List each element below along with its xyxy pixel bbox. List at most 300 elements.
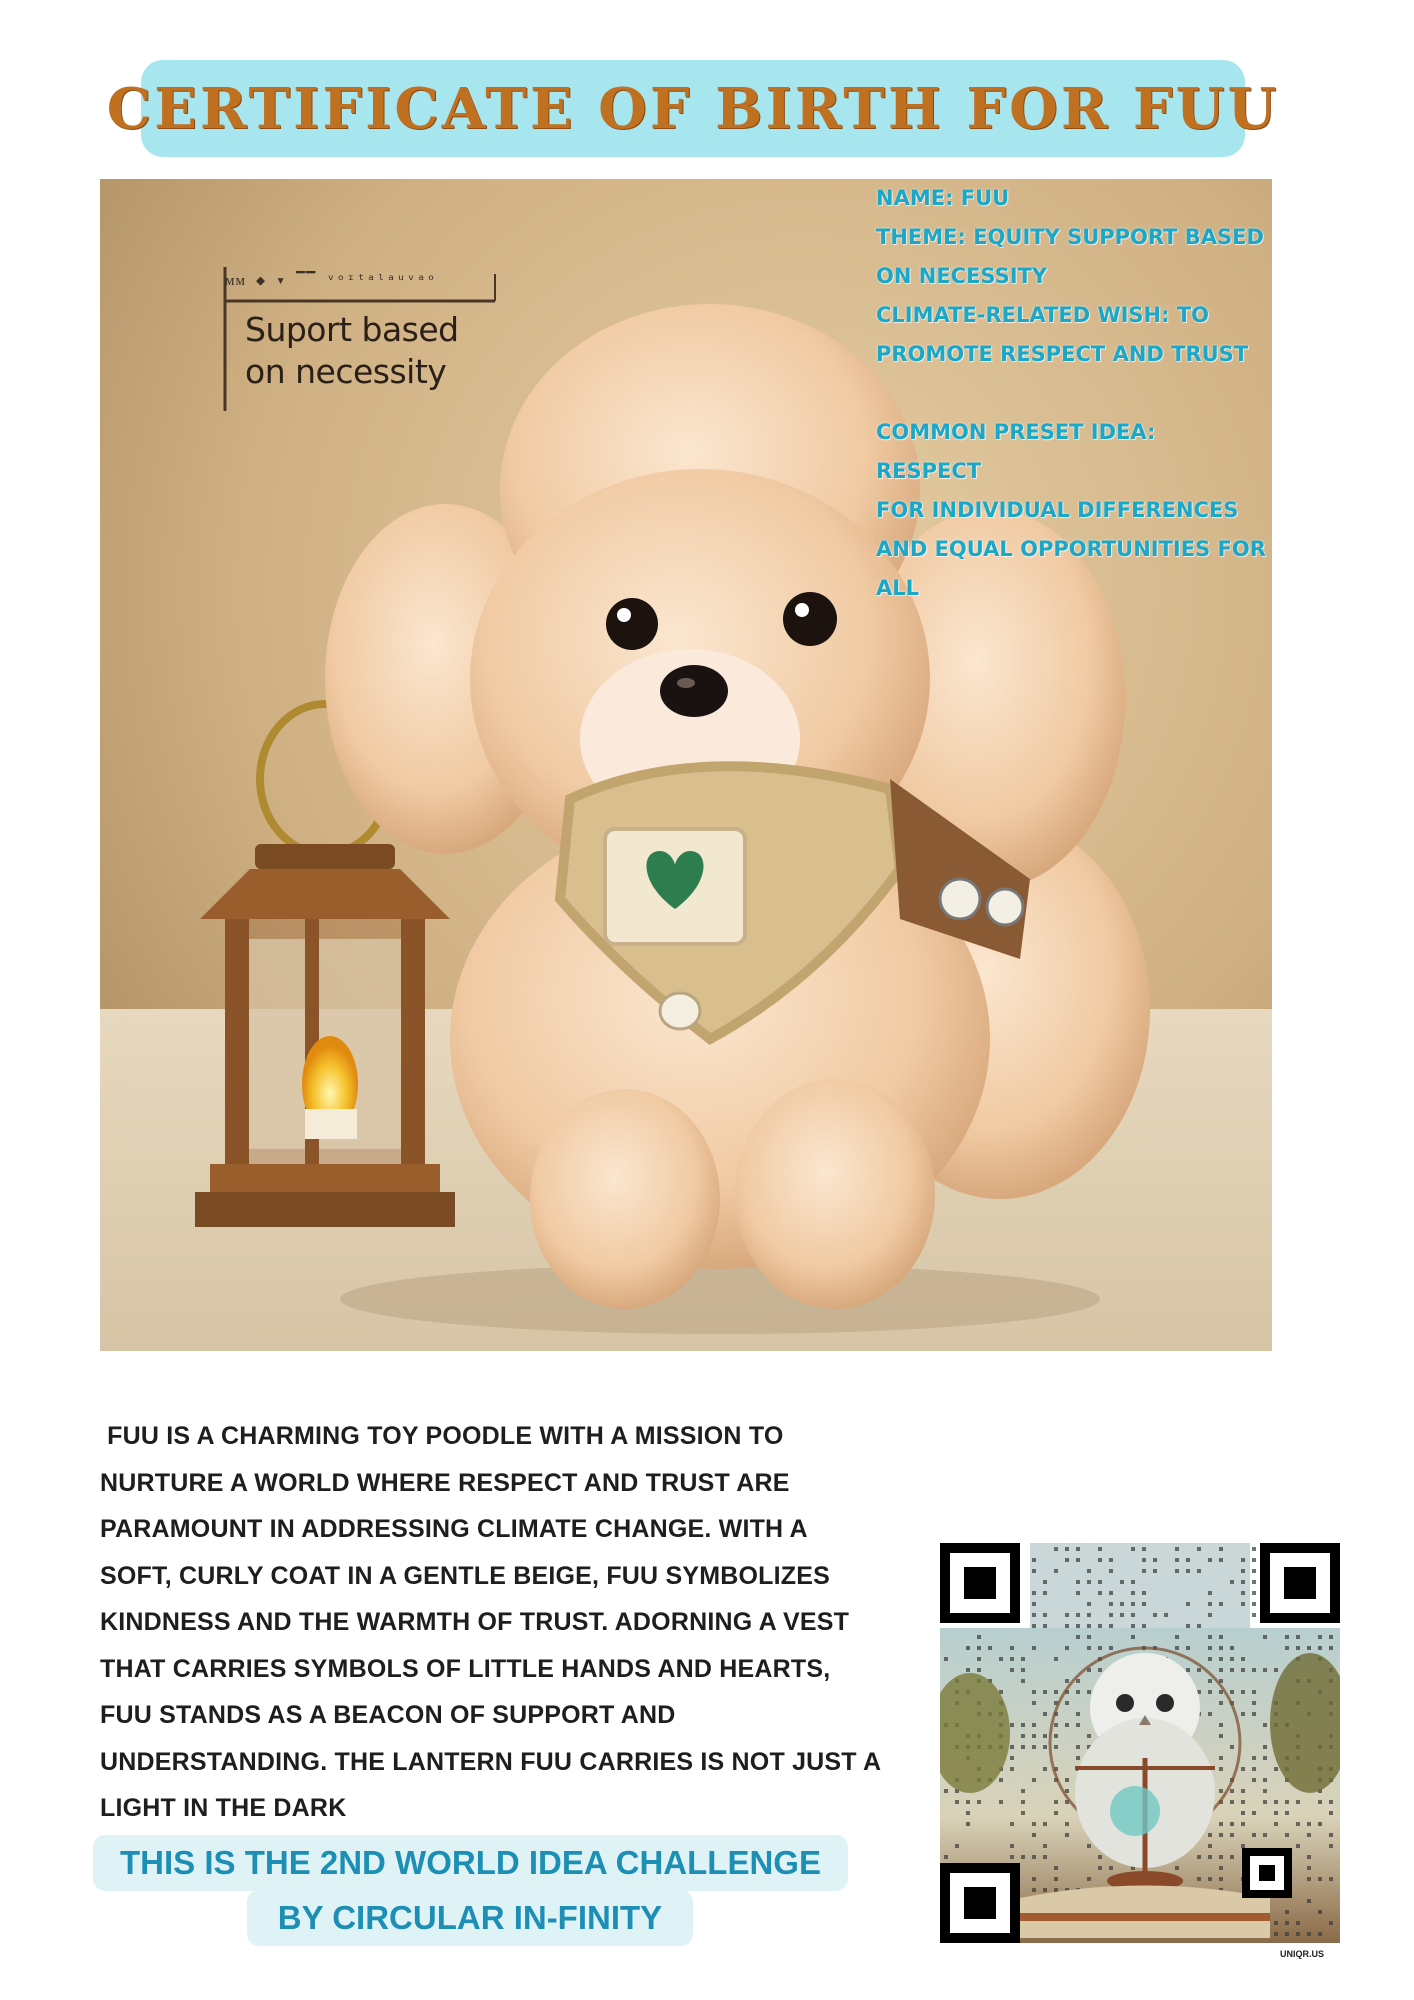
qr-module (1219, 1866, 1223, 1870)
qr-module (1230, 1789, 1234, 1793)
qr-module (1142, 1602, 1146, 1606)
qr-module (988, 1646, 992, 1650)
qr-module (1263, 1800, 1267, 1804)
qr-module (1219, 1558, 1223, 1562)
qr-module (1296, 1646, 1300, 1650)
qr-module (1296, 1932, 1300, 1936)
qr-module (1120, 1613, 1124, 1617)
qr-module (1054, 1734, 1058, 1738)
qr-module (1186, 1646, 1190, 1650)
qr-module (1197, 1624, 1201, 1628)
qr-module (1175, 1569, 1179, 1573)
qr-module (1263, 1723, 1267, 1727)
qr-module (1208, 1844, 1212, 1848)
qr-module (955, 1844, 959, 1848)
qr-module (1010, 1855, 1014, 1859)
qr-module (1043, 1767, 1047, 1771)
qr-module (1043, 1591, 1047, 1595)
qr-module (1087, 1690, 1091, 1694)
qr-module (1021, 1723, 1025, 1727)
qr-module (1175, 1558, 1179, 1562)
qr-module (1230, 1657, 1234, 1661)
qr-module (1032, 1591, 1036, 1595)
qr-module (1065, 1558, 1069, 1562)
qr-module (1043, 1734, 1047, 1738)
qr-module (1032, 1888, 1036, 1892)
qr-module (1032, 1822, 1036, 1826)
qr-module (1120, 1602, 1124, 1606)
qr-module (1241, 1558, 1245, 1562)
qr-module (1076, 1624, 1080, 1628)
qr-module (1087, 1844, 1091, 1848)
qr-module (1263, 1745, 1267, 1749)
qr-module (1219, 1657, 1223, 1661)
qr-module (1241, 1844, 1245, 1848)
qr-module (1065, 1624, 1069, 1628)
qr-module (1054, 1690, 1058, 1694)
qr-module (1219, 1723, 1223, 1727)
qr-module (1219, 1855, 1223, 1859)
qr-module (1043, 1624, 1047, 1628)
qr-module (1076, 1723, 1080, 1727)
qr-module (1329, 1877, 1333, 1881)
qr-module (1054, 1547, 1058, 1551)
qr-module (966, 1800, 970, 1804)
qr-module (1043, 1613, 1047, 1617)
qr-module (1241, 1800, 1245, 1804)
qr-module (1241, 1668, 1245, 1672)
qr-module (1285, 1800, 1289, 1804)
qr-module (1153, 1569, 1157, 1573)
qr-module (1263, 1833, 1267, 1837)
qr-module (1054, 1888, 1058, 1892)
description-line: UNDERSTANDING. THE LANTERN FUU CARRIES IS NOT JUST A (100, 1747, 882, 1776)
qr-module (1131, 1602, 1135, 1606)
qr-module (1109, 1646, 1113, 1650)
qr-module (1307, 1833, 1311, 1837)
qr-module (1219, 1756, 1223, 1760)
info-theme-1: THEME: EQUITY SUPPORT BASED (876, 225, 1264, 249)
qr-module (1263, 1756, 1267, 1760)
qr-module (966, 1646, 970, 1650)
qr-module (1043, 1855, 1047, 1859)
qr-module (1175, 1547, 1179, 1551)
qr-module (1054, 1800, 1058, 1804)
qr-module (1065, 1547, 1069, 1551)
qr-module (1219, 1602, 1223, 1606)
qr-module (1021, 1855, 1025, 1859)
qr-module (1087, 1734, 1091, 1738)
qr-module (1230, 1745, 1234, 1749)
qr-module (1054, 1811, 1058, 1815)
qr-module (1032, 1745, 1036, 1749)
qr-module (1109, 1569, 1113, 1573)
qr-module (1208, 1646, 1212, 1650)
qr-module (1230, 1800, 1234, 1804)
qr-module (1109, 1558, 1113, 1562)
qr-module (1032, 1646, 1036, 1650)
qr-module (1318, 1800, 1322, 1804)
qr-module (1307, 1855, 1311, 1859)
qr-module (1241, 1712, 1245, 1716)
qr-module (1197, 1855, 1201, 1859)
qr-module (1307, 1646, 1311, 1650)
qr-module (1043, 1844, 1047, 1848)
qr-module (1032, 1877, 1036, 1881)
info-idea-4: ALL (876, 576, 920, 600)
qr-module (1318, 1646, 1322, 1650)
qr-module (1307, 1899, 1311, 1903)
qr-module (1329, 1844, 1333, 1848)
qr-module (1329, 1800, 1333, 1804)
qr-module (1219, 1877, 1223, 1881)
qr-module (1274, 1800, 1278, 1804)
qr-module (1318, 1822, 1322, 1826)
qr-module (966, 1822, 970, 1826)
qr-module (1241, 1690, 1245, 1694)
qr-module (1219, 1822, 1223, 1826)
qr-module (1032, 1833, 1036, 1837)
qr-module (1076, 1679, 1080, 1683)
qr-module (1274, 1932, 1278, 1936)
qr-module (1065, 1833, 1069, 1837)
info-idea-1: COMMON PRESET IDEA: RESPECT (876, 420, 1156, 483)
qr-module (1054, 1723, 1058, 1727)
qr-module (1296, 1800, 1300, 1804)
qr-module (1252, 1778, 1256, 1782)
qr-module (1098, 1558, 1102, 1562)
qr-module (1329, 1833, 1333, 1837)
qr-module (1076, 1591, 1080, 1595)
qr-module (944, 1789, 948, 1793)
qr-module (1043, 1580, 1047, 1584)
qr-module (1131, 1613, 1135, 1617)
qr-module (1230, 1580, 1234, 1584)
qr-module (1329, 1635, 1333, 1639)
qr-module (1252, 1756, 1256, 1760)
qr-module (1065, 1822, 1069, 1826)
description-paragraph (100, 1413, 930, 1832)
qr-module (1252, 1569, 1256, 1573)
qr-module (1186, 1668, 1190, 1672)
qr-module (1274, 1767, 1278, 1771)
qr-module (1142, 1569, 1146, 1573)
qr-module (1252, 1701, 1256, 1705)
qr-module (1208, 1591, 1212, 1595)
qr-module (1186, 1602, 1190, 1606)
qr-module (1043, 1822, 1047, 1826)
qr-module (1076, 1613, 1080, 1617)
qr-module (1131, 1635, 1135, 1639)
qr-module (1197, 1877, 1201, 1881)
qr-code-graphic (940, 1543, 1340, 1943)
qr-module (1219, 1635, 1223, 1639)
qr-module (1208, 1613, 1212, 1617)
qr-module (1285, 1932, 1289, 1936)
qr-module (1219, 1833, 1223, 1837)
qr-module (977, 1635, 981, 1639)
qr-module (1241, 1657, 1245, 1661)
qr-module (1285, 1833, 1289, 1837)
qr-module (1208, 1657, 1212, 1661)
qr-module (1329, 1646, 1333, 1650)
qr-module (1131, 1591, 1135, 1595)
qr-module (1252, 1547, 1256, 1551)
qr-module (1087, 1580, 1091, 1584)
qr-module (1230, 1855, 1234, 1859)
qr-module (1032, 1624, 1036, 1628)
qr-module (1208, 1635, 1212, 1639)
qr-module (1098, 1646, 1102, 1650)
qr-module (1021, 1668, 1025, 1672)
qr-module (1043, 1690, 1047, 1694)
title-banner (106, 60, 1280, 157)
sign-line-2: on necessity (245, 352, 447, 391)
qr-module (1252, 1712, 1256, 1716)
qr-module (1098, 1855, 1102, 1859)
qr-module (1197, 1668, 1201, 1672)
qr-module (1087, 1613, 1091, 1617)
qr-module (1175, 1635, 1179, 1639)
challenge-banner-line-2: BY CIRCULAR IN-FINITY (247, 1890, 693, 1946)
qr-module (1153, 1558, 1157, 1562)
qr-module (955, 1800, 959, 1804)
qr-module (1043, 1888, 1047, 1892)
qr-module (1010, 1822, 1014, 1826)
qr-module (1197, 1569, 1201, 1573)
qr-module (1219, 1767, 1223, 1771)
qr-module (1131, 1547, 1135, 1551)
qr-module (1263, 1778, 1267, 1782)
description-line: FUU STANDS AS A BEACON OF SUPPORT AND (100, 1701, 676, 1729)
info-idea-3: AND EQUAL OPPORTUNITIES FOR (876, 537, 1266, 561)
qr-module (1252, 1690, 1256, 1694)
qr-module (1208, 1679, 1212, 1683)
qr-module (1032, 1602, 1036, 1606)
qr-module (1241, 1822, 1245, 1826)
qr-module (1142, 1558, 1146, 1562)
qr-module (1274, 1921, 1278, 1925)
description-line: THAT CARRIES SYMBOLS OF LITTLE HANDS AND HEARTS, (100, 1654, 831, 1683)
qr-caption: UNIQR.US (1280, 1949, 1325, 1959)
qr-module (1164, 1613, 1168, 1617)
description-line: PARAMOUNT IN ADDRESSING CLIMATE CHANGE. WITH A (100, 1515, 808, 1543)
qr-module (1208, 1558, 1212, 1562)
qr-module (1307, 1932, 1311, 1936)
qr-module (1010, 1844, 1014, 1848)
qr-module (1296, 1921, 1300, 1925)
qr-module (1021, 1657, 1025, 1661)
qr-module (1208, 1690, 1212, 1694)
sign-scribble: ᴍᴍ ◆ ▾ ▔▔ ᵛᵒᶦᵗᵃˡᵃᵘᵛᵃᵒ (225, 271, 437, 289)
qr-module (1098, 1547, 1102, 1551)
qr-module (1219, 1701, 1223, 1705)
qr-module (1208, 1602, 1212, 1606)
qr-module (1109, 1613, 1113, 1617)
qr-module (1076, 1580, 1080, 1584)
qr-module (977, 1657, 981, 1661)
qr-module (1076, 1635, 1080, 1639)
qr-module (1219, 1646, 1223, 1650)
qr-module (1076, 1558, 1080, 1562)
qr-module (1054, 1866, 1058, 1870)
info-theme-2: ON NECESSITY (876, 264, 1048, 288)
qr-module (1032, 1701, 1036, 1705)
qr-module (977, 1646, 981, 1650)
poodle-photo (100, 179, 1272, 1351)
qr-module (1241, 1811, 1245, 1815)
qr-module (1318, 1932, 1322, 1936)
qr-module (1021, 1789, 1025, 1793)
qr-module (966, 1811, 970, 1815)
qr-module (1263, 1635, 1267, 1639)
qr-module (1098, 1668, 1102, 1672)
birth-info (876, 179, 1266, 608)
qr-module (1043, 1712, 1047, 1716)
qr-module (1010, 1723, 1014, 1727)
qr-module (1054, 1745, 1058, 1749)
qr-module (1285, 1646, 1289, 1650)
qr-module (944, 1855, 948, 1859)
qr-module (1230, 1690, 1234, 1694)
qr-module (1219, 1789, 1223, 1793)
qr-module (1318, 1635, 1322, 1639)
qr-module (1087, 1624, 1091, 1628)
challenge-banner-line-1: THIS IS THE 2ND WORLD IDEA CHALLENGE (93, 1835, 848, 1891)
qr-module (1307, 1866, 1311, 1870)
qr-module (1142, 1591, 1146, 1595)
qr-module (1186, 1558, 1190, 1562)
qr-module (1065, 1701, 1069, 1705)
qr-module (1285, 1910, 1289, 1914)
qr-module (1296, 1844, 1300, 1848)
qr-module (1241, 1569, 1245, 1573)
qr-module (1076, 1756, 1080, 1760)
qr-module (966, 1668, 970, 1672)
qr-module (1252, 1558, 1256, 1562)
qr-module (1318, 1877, 1322, 1881)
qr-module (1318, 1910, 1322, 1914)
info-wish-2: PROMOTE RESPECT AND TRUST (876, 342, 1249, 366)
qr-module (1131, 1624, 1135, 1628)
qr-module (1263, 1668, 1267, 1672)
qr-module (1120, 1580, 1124, 1584)
page-title: CERTIFICATE OF BIRTH FOR FUU (106, 75, 1280, 142)
qr-module (1098, 1580, 1102, 1584)
qr-module (1010, 1668, 1014, 1672)
qr-module (1252, 1602, 1256, 1606)
sign-label (245, 309, 459, 393)
qr-module (999, 1778, 1003, 1782)
qr-module (1087, 1635, 1091, 1639)
qr-module (1032, 1690, 1036, 1694)
qr-module (1208, 1712, 1212, 1716)
qr-module (1142, 1624, 1146, 1628)
qr-module (1307, 1822, 1311, 1826)
qr-module (1208, 1833, 1212, 1837)
qr-module (1098, 1866, 1102, 1870)
description-line: FUU IS A CHARMING TOY POODLE WITH A MISSION TO (100, 1422, 784, 1450)
qr-module (1230, 1822, 1234, 1826)
qr-module (1329, 1811, 1333, 1815)
qr-code[interactable] (940, 1543, 1340, 1943)
qr-module (999, 1657, 1003, 1661)
info-spacer (876, 374, 1266, 413)
qr-module (977, 1800, 981, 1804)
qr-module (1241, 1591, 1245, 1595)
qr-module (1087, 1646, 1091, 1650)
qr-module (1109, 1624, 1113, 1628)
qr-module (1021, 1811, 1025, 1815)
description-line: KINDNESS AND THE WARMTH OF TRUST. ADORNING A VEST (100, 1608, 850, 1636)
qr-module (1252, 1580, 1256, 1584)
qr-module (1065, 1778, 1069, 1782)
qr-module (1032, 1855, 1036, 1859)
qr-module (1032, 1558, 1036, 1562)
qr-module (1175, 1646, 1179, 1650)
qr-module (1032, 1613, 1036, 1617)
info-name: NAME: FUU (876, 186, 1010, 210)
qr-module (1109, 1602, 1113, 1606)
qr-module (1208, 1877, 1212, 1881)
qr-module (1252, 1811, 1256, 1815)
qr-module (1241, 1789, 1245, 1793)
qr-module (1186, 1569, 1190, 1573)
qr-module (1065, 1646, 1069, 1650)
qr-module (1285, 1635, 1289, 1639)
qr-module (1241, 1580, 1245, 1584)
qr-module (1230, 1646, 1234, 1650)
qr-module (1021, 1800, 1025, 1804)
qr-module (1219, 1690, 1223, 1694)
qr-module (1274, 1822, 1278, 1826)
qr-module (1021, 1745, 1025, 1749)
qr-module (1087, 1569, 1091, 1573)
qr-module (1131, 1580, 1135, 1584)
qr-module (1043, 1745, 1047, 1749)
qr-module (1032, 1723, 1036, 1727)
qr-module (1263, 1789, 1267, 1793)
qr-module (1076, 1690, 1080, 1694)
qr-module (1032, 1734, 1036, 1738)
qr-module (1252, 1767, 1256, 1771)
qr-module (1296, 1635, 1300, 1639)
description-line: SOFT, CURLY COAT IN A GENTLE BEIGE, FUU SYMBOLIZES (100, 1561, 830, 1590)
qr-module (944, 1657, 948, 1661)
qr-module (1153, 1613, 1157, 1617)
qr-module (1219, 1547, 1223, 1551)
qr-module (1230, 1833, 1234, 1837)
qr-module (1076, 1547, 1080, 1551)
info-wish-1: CLIMATE-RELATED WISH: TO (876, 303, 1210, 327)
qr-module (1087, 1602, 1091, 1606)
qr-module (1285, 1921, 1289, 1925)
qr-module (1252, 1613, 1256, 1617)
qr-module (999, 1800, 1003, 1804)
qr-module (1021, 1734, 1025, 1738)
qr-module (1098, 1624, 1102, 1628)
info-idea-2: FOR INDIVIDUAL DIFFERENCES (876, 498, 1239, 522)
qr-module (1109, 1866, 1113, 1870)
qr-module (1219, 1734, 1223, 1738)
qr-module (1252, 1833, 1256, 1837)
qr-module (1021, 1679, 1025, 1683)
qr-module (1010, 1745, 1014, 1749)
qr-module (1329, 1921, 1333, 1925)
qr-module (1241, 1602, 1245, 1606)
qr-module (1054, 1877, 1058, 1881)
qr-module (1274, 1811, 1278, 1815)
